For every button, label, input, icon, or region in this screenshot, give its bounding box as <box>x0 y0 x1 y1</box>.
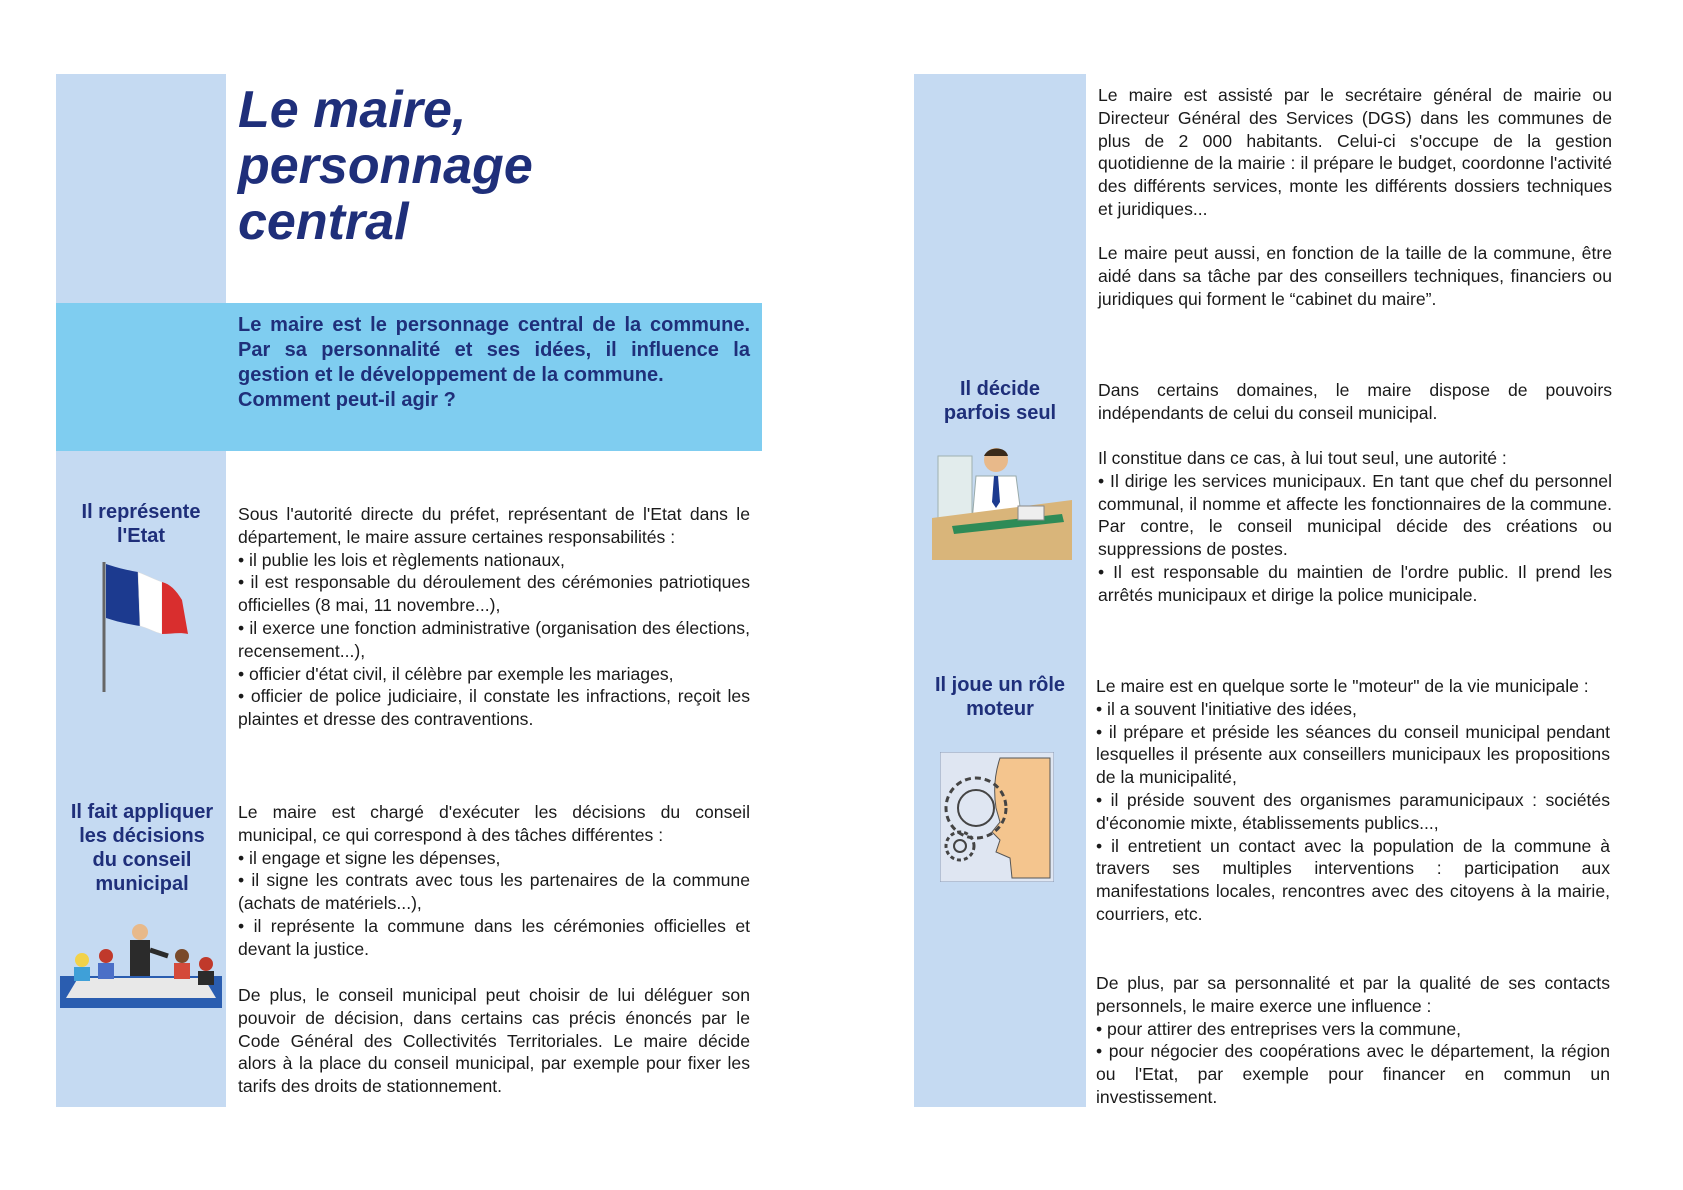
intro-text: Le maire est le personnage central de la commune. Par sa personnalité et ses idées, il influence la gestion et le développement de la commune. Comment peut-il agir ? <box>238 314 750 411</box>
page-title: Le maire, personnage central <box>238 81 533 251</box>
paragraph-assiste-1: Le maire est assisté par le secrétaire général de mairie ou Directeur Général des Services (DGS) dans les communes de plus de 2 000 habitants. Celui-ci s'occupe de la gestion quotidienne de la mairie : il prépare le budget, coordonne l'activité des différents services, monte les différents dossiers techniques et juridiques... <box>1098 85 1612 219</box>
label-applique: Il fait appliquer les décisions du conseil municipal <box>70 801 214 895</box>
gears-head-icon <box>940 752 1054 882</box>
paragraph-decide-2: Il constitue dans ce cas, à lui tout seul, une autorité : • Il dirige les services municipaux. En tant que chef du personnel communal, il nomme et affecte les fonctionnaires de la commune. Par contre, le conseil municipal décide des créations ou suppressions de postes. • Il est responsable du maintien de l'ordre public. Il prend les arrêtés municipaux et dirige la police municipale. <box>1098 448 1612 605</box>
label-moteur: Il joue un rôle moteur <box>934 674 1065 720</box>
paragraph-applique-2: De plus, le conseil municipal peut choisir de lui déléguer son pouvoir de décision, dans certains cas précis énoncés par le Code Général des Collectivités Territoriales. Le maire décide alors à la place du conseil municipal, par exemple pour fixer les tarifs des droits de stationnement. <box>238 985 750 1097</box>
label-decide: Il décide parfois seul <box>943 378 1057 424</box>
paragraph-decide-1: Dans certains domaines, le maire dispose de pouvoirs indépendants de celui du conseil municipal. <box>1098 380 1612 423</box>
right-sidebar-strip <box>914 74 1086 1107</box>
man-at-desk-icon <box>932 442 1072 560</box>
paragraph-assiste-2: Le maire peut aussi, en fonction de la taille de la commune, être aidé dans sa tâche par des conseillers techniques, financiers ou juridiques qui forment le “cabinet du maire”. <box>1098 243 1612 309</box>
paragraph-moteur-2: De plus, par sa personnalité et par la qualité de ses contacts personnels, le maire exerce une influence : • pour attirer des entreprises vers la commune, • pour négocier des coopérations avec le département, la région ou l'Etat, par exemple pour financer en commun un investissement. <box>1096 973 1610 1107</box>
paragraph-moteur-1: Le maire est en quelque sorte le "moteur" de la vie municipale : • il a souvent l'initiative des idées, • il prépare et préside les séances du conseil municipal pendant lesquelles il présente aux conseillers municipaux les propositions de la municipalité, • il préside souvent des organismes paramunicipaux : sociétés d'économie mixte, établissements publics..., • il entretient un contact avec la population de la commune à travers ses multiples interventions : participation aux manifestations locales, rencontres avec des citoyens à la mairie, courriers, etc. <box>1096 676 1610 924</box>
council-meeting-icon <box>60 920 222 1008</box>
french-flag-icon <box>96 556 196 696</box>
paragraph-represente: Sous l'autorité directe du préfet, représentant de l'Etat dans le département, le maire assure certaines responsabilités : • il publie les lois et règlements nationaux, • il est responsable du déroulement des cérémonies patriotiques officielles (8 mai, 11 novembre...), • il exerce une fonction administrative (organisation des élections, recensement...), • officier d'état civil, il célèbre par exemple les mariages, • officier de police judiciaire, il constate les infractions, reçoit les plaintes et dresse des contraventions. <box>238 504 750 730</box>
label-represente: Il représente l'Etat <box>81 501 201 547</box>
paragraph-applique-1: Le maire est chargé d'exécuter les décisions du conseil municipal, ce qui correspond à des tâches différentes : • il engage et signe les dépenses, • il signe les contrats avec tous les partenaires de la commune (achats de matériels...), • il représente la commune dans les cérémonies officielles et devant la justice. <box>238 802 750 959</box>
